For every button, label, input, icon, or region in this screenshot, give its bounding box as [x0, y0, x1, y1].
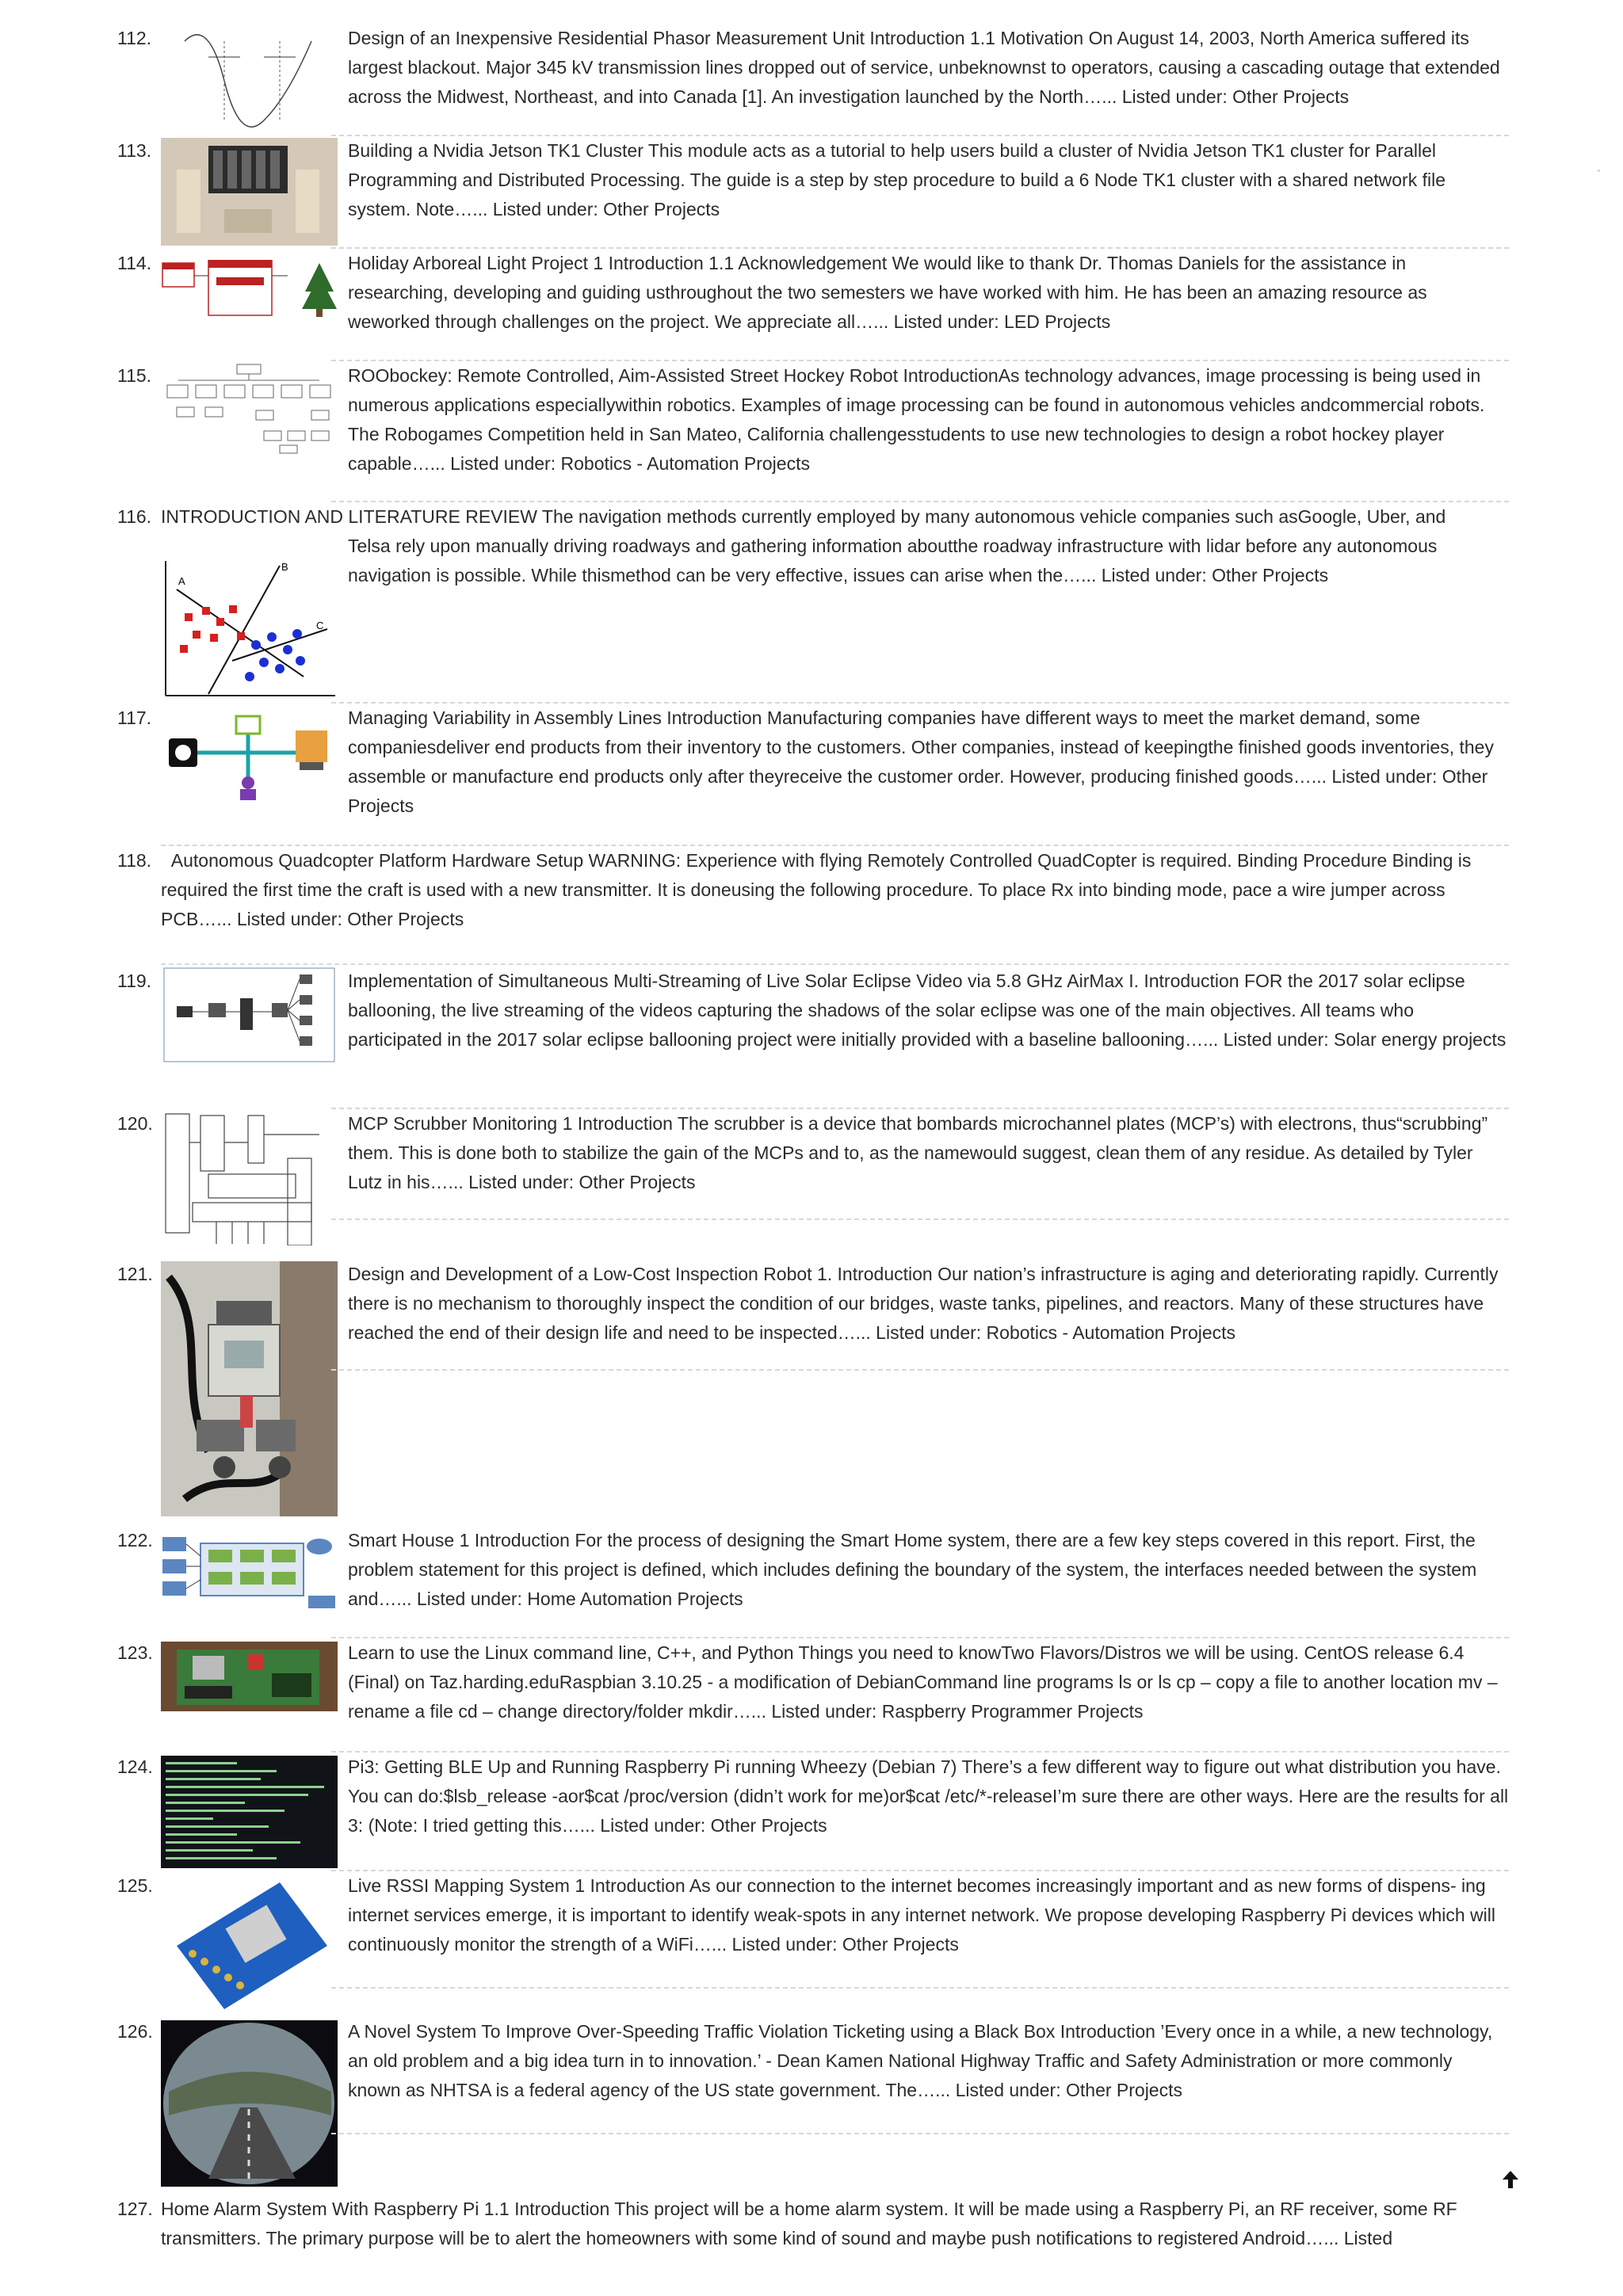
item-number: 116.: [117, 506, 152, 527]
list-item: [117, 361, 1509, 502]
item-description[interactable]: Home Alarm System With Raspberry Pi 1.1 Introduction This project will be a home alarm system. It will be made using a Raspberry Pi, an RF receiver, some RF transmitters. The primary purpose will be to alert the homeowners with some kind of sound and maybe push notifications to registered Android…... Listed: [161, 2199, 1457, 2248]
item-number: 113.: [117, 140, 152, 161]
list-item: [117, 967, 1509, 1109]
svg-text:B: B: [281, 561, 288, 573]
item-description[interactable]: Smart House 1 Introduction For the process of designing the Smart Home system, there are a few key steps covered in this report. First, the problem statement for this project is defined, which includes defining the boundary of the system, the interfaces needed between the system and…... Listed under: Home Automation Projects: [348, 1530, 1477, 1609]
item-number: 117.: [117, 707, 152, 728]
list-item: [117, 704, 1509, 846]
item-title[interactable]: INTRODUCTION AND LITERATURE REVIEW The navigation methods currently employed by many autonomous vehicle companies such asGoogle, Uber, and: [161, 506, 1446, 527]
separator: [331, 1369, 1509, 1371]
item-description[interactable]: Implementation of Simultaneous Multi-Streaming of Live Solar Eclipse Video via 5.8 GHz AirMax I. Introduction FOR the 2017 solar eclipse ballooning, the live streaming of the videos capturing the shadows of the solar eclipse was one of the main objectives. All teams who participated in the 2017 solar eclipse ballooning project were initially provided with a baseline ballooning…... Listed under: Solar energy projects: [348, 971, 1507, 1050]
item-number: 118.: [117, 850, 152, 871]
item-description[interactable]: Pi3: Getting BLE Up and Running Raspberry Pi running Wheezy (Debian 7) There’s a few different way to figure out what distribution you have. You can do:$lsb_release -aor$cat /proc/version (didn’t work for me)or$cat /etc/*-releaseI’m sure there are other ways. Here are the results for all 3: (Note: I tried getting this…... Listed under: Other Projects: [348, 1756, 1509, 1836]
terminal-screenshot-icon: [161, 1756, 338, 1868]
item-description[interactable]: Autonomous Quadcopter Platform Hardware Setup WARNING: Experience with flying Remotely Controlled QuadCopter is required. Binding Procedure Binding is required the first time the craft is used with a new transmitter. It is doneusing the following procedure. To place Rx into binding mode, pace a wire jumper across PCB…... Listed under: Other Projects: [161, 850, 1476, 929]
item-description[interactable]: Holiday Arboreal Light Project 1 Introduction 1.1 Acknowledgement We would like to thank Dr. Thomas Daniels for the assistance in researching, developing and guiding usthroughout the two semesters we have worked with him. He has been an amazing resource as weworked through challenges on the project. We appreciate all…... Listed under: LED Projects: [348, 253, 1427, 332]
item-description[interactable]: Live RSSI Mapping System 1 Introduction As our connection to the internet becomes increasingly important and as new forms of dispens- ing internet services emerge, it is important to identify weak-spots in any internet network. We propose developing Raspberry Pi devices which will continuously monitor the strength of a WiFi…... Listed under: Other Projects: [348, 1875, 1495, 1955]
item-description[interactable]: Managing Variability in Assembly Lines Introduction Manufacturing companies have different ways to meet the market demand, some companiesdeliver end products from their inventory to the customers. Other companies, instead of keepingthe finished goods inventories, they assemble or manufacture end products only after theyreceive the customer order. However, producing finished goods…... Listed under: Other Projects: [348, 707, 1494, 816]
item-number: 119.: [117, 971, 152, 991]
item-description[interactable]: Learn to use the Linux command line, C++, and Python Things you need to knowTwo Flavors/Distros we will be using. CentOS release 6.4 (Final) on Taz.harding.eduRaspbian 3.10.25 - a modification of DebianCommand line programs ls or ls cp – copy a file to another location mv – rename a file cd – change directory/folder mkdir…... Listed under: Raspberry Programmer Projects: [348, 1642, 1498, 1722]
thumbnail[interactable]: [161, 1261, 338, 1516]
list-item: [117, 249, 1509, 361]
block-tree-diagram-icon: [161, 363, 338, 456]
item-number: 125.: [117, 1875, 153, 1896]
wiring-schematic-icon: [161, 1111, 338, 1245]
thumbnail[interactable]: [161, 25, 338, 138]
system-block-diagram-icon: [161, 1532, 338, 1611]
thumbnail[interactable]: [161, 715, 338, 803]
list-item: [117, 1871, 1509, 2017]
separator: [161, 963, 1509, 965]
item-number: 112.: [117, 28, 152, 48]
item-description[interactable]: Telsa rely upon manually driving roadways and gathering information aboutthe roadway infrastructure with lidar before any autonomous navigation is possible. While thismethod can be very effective, issues can arise when the…... Listed under: Other Projects: [348, 536, 1438, 585]
scroll-indicator: [1598, 170, 1600, 172]
robot-photo-icon: [161, 1261, 338, 1516]
svg-text:A: A: [178, 575, 185, 587]
gps-board-photo-icon: [161, 1875, 338, 2014]
thumbnail[interactable]: [161, 2020, 338, 2187]
item-description[interactable]: Design and Development of a Low-Cost Inspection Robot 1. Introduction Our nation’s infrastructure is aging and deteriorating rapidly. Currently there is no mechanism to thoroughly inspect the condition of our bridges, waste tanks, pipelines, and reactors. Many of these structures have reached the end of their design life and need to be inspected…... Listed under: Robotics - Automation Projects: [348, 1264, 1499, 1343]
item-description[interactable]: Building a Nvidia Jetson TK1 Cluster This module acts as a tutorial to help users build a cluster of Nvidia Jetson TK1 cluster for Parallel Programming and Distributed Processing. The guide is a step by step procedure to build a 6 Node TK1 cluster with a shared network file system. Note…... Listed under: Other Projects: [348, 140, 1445, 219]
separator: [331, 1219, 1509, 1220]
arrow-up-icon: [1501, 2169, 1520, 2190]
thumbnail[interactable]: [161, 260, 338, 322]
item-number: 121.: [117, 1264, 153, 1284]
back-to-top-button[interactable]: [1501, 2169, 1520, 2190]
item-number: 127.: [117, 2199, 153, 2219]
item-number: 124.: [117, 1756, 153, 1777]
list-item: [117, 2195, 1509, 2258]
list-item: [117, 502, 1509, 704]
item-number: 122.: [117, 1530, 153, 1550]
item-description[interactable]: Design of an Inexpensive Residential Phasor Measurement Unit Introduction 1.1 Motivation On August 14, 2003, North America suffered its largest blackout. Major 345 kV transmission lines dropped out of service, unbeknownst to operators, causing a cascading outage that extended across the Midwest, Northeast, and into Canada [1]. An investigation launched by the North…... Listed under: Other Projects: [348, 28, 1500, 107]
item-number: 114.: [117, 253, 152, 273]
list-item: [117, 24, 1509, 136]
dashcam-photo-icon: [161, 2020, 338, 2187]
phasor-waveform-diagram-icon: [161, 25, 338, 138]
item-number: 126.: [117, 2021, 153, 2042]
list-item: [117, 136, 1509, 249]
classifier-plot-icon: [161, 558, 338, 699]
jetson-cluster-photo-icon: [161, 138, 338, 246]
thumbnail[interactable]: [161, 1642, 338, 1711]
thumbnail[interactable]: [161, 1875, 338, 2014]
item-description[interactable]: A Novel System To Improve Over-Speeding Traffic Violation Ticketing using a Black Box Introduction ’Every once in a while, a new technology, an old problem and a big idea turn in to innovation.’ - Dean Kamen National Highway Traffic and Safety Administration or more commonly known as NHTSA is a federal agency of the US state government. The…... Listed under: Other Projects: [348, 2021, 1493, 2100]
list-item: [117, 846, 1509, 967]
list-item: [117, 2017, 1509, 2185]
raspberry-pi-photo-icon: [161, 1642, 338, 1711]
thumbnail[interactable]: [161, 1756, 338, 1868]
thumbnail[interactable]: [161, 138, 338, 246]
network-diagram-icon: [161, 967, 338, 1068]
list-item: [117, 1526, 1509, 1638]
item-description[interactable]: MCP Scrubber Monitoring 1 Introduction The scrubber is a device that bombards microchannel plates (MCP’s) with electrons, thus“scrubbing” them. This is done both to stabilize the gain of the MCPs and to, as the namewould suggest, clean them of any residue. As detailed by Tyler Lutz in his…... Listed under: Other Projects: [348, 1113, 1488, 1192]
christmas-tree-diagram-icon: [161, 260, 338, 322]
assembly-diagram-icon: [161, 715, 338, 803]
thumbnail[interactable]: [161, 967, 338, 1068]
item-description[interactable]: ROObockey: Remote Controlled, Aim-Assisted Street Hockey Robot IntroductionAs technology advances, image processing is being used in numerous applications especiallywithin robotics. Examples of image processing can be found in autonomous vehicles andcommercial robots. The Robogames Competition held in San Mateo, California challengesstudents to use new technologies to design a robot hockey player capable…... Listed under: Robotics - Automation Projects: [348, 365, 1485, 474]
item-number: 120.: [117, 1113, 153, 1134]
separator: [331, 1987, 1509, 1989]
list-item: [117, 1753, 1509, 1871]
list-item: [117, 1109, 1509, 1260]
thumbnail[interactable]: [161, 1532, 338, 1611]
list-item: [117, 1260, 1509, 1526]
item-number: 115.: [117, 365, 152, 386]
item-number: 123.: [117, 1642, 153, 1663]
svg-text:C: C: [316, 620, 324, 631]
separator: [331, 2133, 1509, 2134]
thumbnail[interactable]: [161, 1111, 338, 1245]
thumbnail[interactable]: [161, 558, 338, 699]
list-item: [117, 1638, 1509, 1753]
thumbnail[interactable]: [161, 363, 338, 456]
